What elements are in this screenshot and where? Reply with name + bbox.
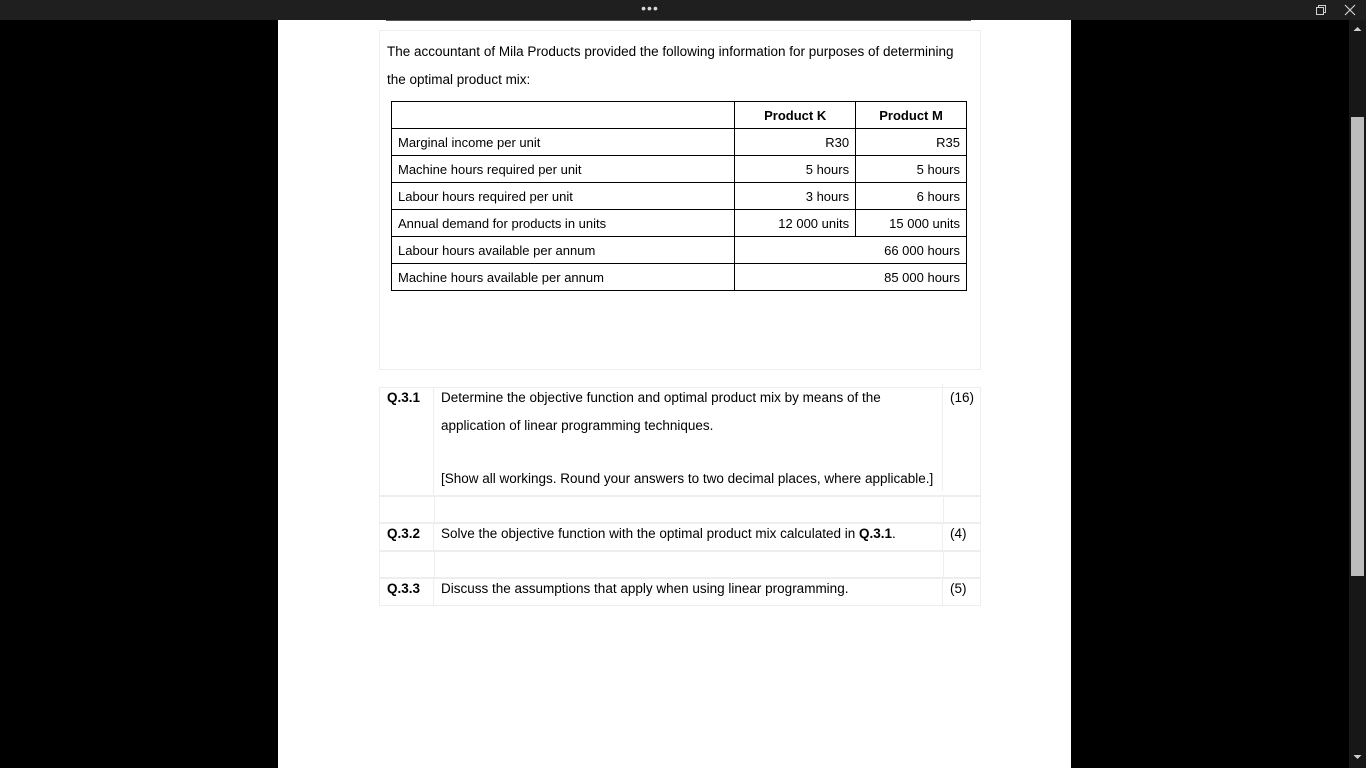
scroll-up-arrow-icon[interactable] bbox=[1349, 22, 1366, 36]
table-row bbox=[392, 264, 967, 291]
header-rule bbox=[386, 20, 971, 21]
product-k-value: R30 bbox=[735, 129, 856, 156]
question-text bbox=[434, 524, 943, 550]
question-row-3-2 bbox=[379, 523, 981, 551]
scroll-down-arrow-icon[interactable] bbox=[1349, 750, 1366, 764]
question-marks: (5) bbox=[950, 581, 967, 596]
row-label: Annual demand for products in units bbox=[392, 210, 735, 237]
row-label: Machine hours available per annum bbox=[392, 264, 735, 291]
question-marks: (16) bbox=[950, 390, 975, 405]
intro-line-1: The accountant of Mila Products provided the following information for purposes of determining bbox=[387, 44, 954, 59]
header-product-m: Product M bbox=[856, 102, 967, 129]
product-data-table bbox=[391, 101, 967, 291]
question-row-3-3 bbox=[379, 578, 981, 606]
question-row-3-1 bbox=[379, 387, 981, 496]
more-options-icon[interactable]: ••• bbox=[641, 0, 659, 16]
product-m-value: R35 bbox=[856, 129, 967, 156]
question-text-part: . bbox=[892, 526, 896, 541]
scrollbar-thumb[interactable] bbox=[1351, 117, 1364, 576]
question-line: Determine the objective function and optimal product mix by means of the bbox=[441, 390, 881, 405]
spacer-row bbox=[379, 551, 981, 578]
row-label: Labour hours required per unit bbox=[392, 183, 735, 210]
question-line: application of linear programming techniques. bbox=[441, 418, 714, 433]
merged-value: 66 000 hours bbox=[735, 237, 967, 264]
product-k-value: 12 000 units bbox=[735, 210, 856, 237]
table-row bbox=[392, 183, 967, 210]
table-row bbox=[392, 210, 967, 237]
question-number: Q.3.3 bbox=[380, 579, 434, 605]
spacer-row bbox=[379, 496, 981, 523]
product-k-value: 3 hours bbox=[735, 183, 856, 210]
product-m-value: 15 000 units bbox=[856, 210, 967, 237]
question-text bbox=[434, 384, 943, 491]
intro-paragraph bbox=[387, 38, 977, 94]
row-label: Machine hours required per unit bbox=[392, 156, 735, 183]
restore-window-icon[interactable] bbox=[1314, 3, 1328, 17]
intro-line-2: the optimal product mix: bbox=[387, 72, 531, 87]
title-bar bbox=[0, 0, 1366, 20]
document-page bbox=[278, 20, 1071, 768]
question-marks: (4) bbox=[950, 526, 967, 541]
table-row bbox=[392, 156, 967, 183]
table-row bbox=[392, 129, 967, 156]
header-product-k: Product K bbox=[735, 102, 856, 129]
product-k-value: 5 hours bbox=[735, 156, 856, 183]
table-header-row bbox=[392, 102, 967, 129]
close-window-icon[interactable] bbox=[1343, 3, 1357, 17]
product-m-value: 6 hours bbox=[856, 183, 967, 210]
question-number: Q.3.1 bbox=[380, 388, 434, 495]
question-reference: Q.3.1 bbox=[858, 526, 893, 541]
vertical-scrollbar[interactable] bbox=[1349, 20, 1366, 768]
row-label: Marginal income per unit bbox=[392, 129, 735, 156]
header-blank bbox=[392, 102, 735, 129]
row-label: Labour hours available per annum bbox=[392, 237, 735, 264]
product-m-value: 5 hours bbox=[856, 156, 967, 183]
question-text: Discuss the assumptions that apply when using linear programming. bbox=[434, 579, 943, 605]
question-text-part: Solve the objective function with the optimal product mix calculated in bbox=[441, 526, 859, 541]
merged-value: 85 000 hours bbox=[735, 264, 967, 291]
question-number: Q.3.2 bbox=[380, 524, 434, 550]
question-instruction: [Show all workings. Round your answers to two decimal places, where applicable.] bbox=[441, 471, 934, 486]
table-row bbox=[392, 237, 967, 264]
